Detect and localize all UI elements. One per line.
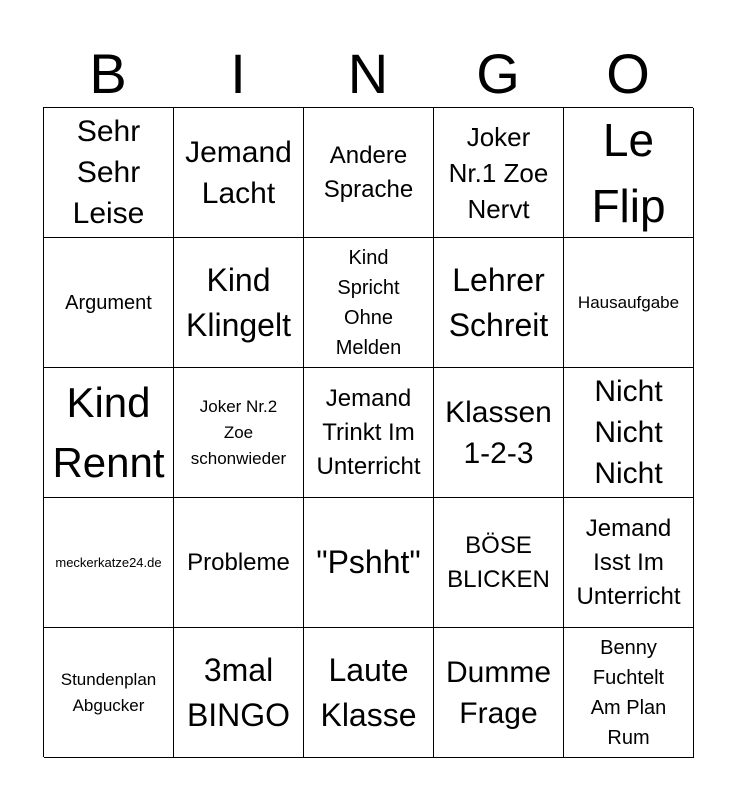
bingo-cell-r1-c3[interactable]	[304, 108, 434, 238]
header-letter-b: B	[89, 42, 127, 105]
cell-label: Le Flip	[591, 113, 666, 232]
bingo-cell-r5-c2[interactable]	[174, 628, 304, 758]
bingo-cell-r5-c4[interactable]	[434, 628, 564, 758]
cell-label: 3mal BINGO	[186, 651, 291, 733]
cell-label: meckerkatze24.de	[55, 555, 162, 570]
bingo-header	[43, 40, 693, 108]
bingo-cell-r4-c3[interactable]	[304, 498, 434, 628]
bingo-cell-r4-c2[interactable]	[174, 498, 304, 628]
bingo-cell-r4-c5[interactable]	[564, 498, 694, 628]
bingo-cell-r4-c4[interactable]	[434, 498, 564, 628]
cell-label: Stundenplan Abgucker	[60, 669, 157, 715]
bingo-cell-r2-c2[interactable]	[174, 238, 304, 368]
bingo-cell-r5-c1[interactable]	[44, 628, 174, 758]
bingo-cell-r3-c4[interactable]	[434, 368, 564, 498]
cell-label: Argument	[65, 291, 152, 314]
bingo-cell-r1-c2[interactable]	[174, 108, 304, 238]
header-letter-i: I	[230, 42, 246, 105]
bingo-cell-r2-c3[interactable]	[304, 238, 434, 368]
cell-label: Jemand Lacht	[185, 135, 292, 210]
cell-label: Dumme Frage	[445, 655, 551, 730]
cell-label: Andere Sprache	[323, 141, 414, 203]
bingo-cell-r2-c5[interactable]	[564, 238, 694, 368]
bingo-cell-r1-c1[interactable]	[44, 108, 174, 238]
bingo-cell-r5-c5[interactable]	[564, 628, 694, 758]
bingo-cell-r3-c1[interactable]	[44, 368, 174, 498]
cell-label: "Pshht"	[316, 544, 421, 580]
header-letter-n: N	[347, 42, 389, 105]
bingo-cell-r1-c5[interactable]	[564, 108, 694, 238]
cell-label: Kind Klingelt	[186, 261, 291, 343]
cell-label: Probleme	[187, 548, 290, 576]
cell-label: Jemand Trinkt Im Unterricht	[316, 384, 421, 480]
cell-label: Kind Spricht Ohne Melden	[335, 246, 402, 359]
bingo-cell-r5-c3[interactable]	[304, 628, 434, 758]
bingo-board	[43, 107, 693, 757]
cell-label: Lehrer Schreit	[448, 261, 549, 343]
cell-label: Kind Rennt	[52, 378, 165, 486]
bingo-cell-r1-c4[interactable]	[434, 108, 564, 238]
cell-label: Hausaufgabe	[577, 292, 680, 312]
cell-label: Joker Nr.2 Zoe schonwieder	[190, 396, 287, 468]
header-letter-o: O	[606, 42, 650, 105]
bingo-cell-r3-c5[interactable]	[564, 368, 694, 498]
bingo-cell-r2-c1[interactable]	[44, 238, 174, 368]
cell-label: Nicht Nicht Nicht	[594, 375, 663, 490]
bingo-cell-r4-c1[interactable]	[44, 498, 174, 628]
bingo-cell-r3-c3[interactable]	[304, 368, 434, 498]
cell-label: BÖSE BLICKEN	[447, 531, 550, 593]
cell-label: Klassen 1-2-3	[445, 395, 552, 470]
cell-label: Laute Klasse	[320, 651, 417, 733]
cell-label: Sehr Sehr Leise	[72, 115, 145, 230]
cell-label: Jemand Isst Im Unterricht	[576, 514, 681, 610]
bingo-cell-r3-c2[interactable]	[174, 368, 304, 498]
header-letter-g: G	[476, 42, 520, 105]
bingo-cell-r2-c4[interactable]	[434, 238, 564, 368]
cell-label: Joker Nr.1 Zoe Nervt	[448, 121, 549, 224]
cell-label: Benny Fuchtelt Am Plan Rum	[590, 636, 667, 749]
